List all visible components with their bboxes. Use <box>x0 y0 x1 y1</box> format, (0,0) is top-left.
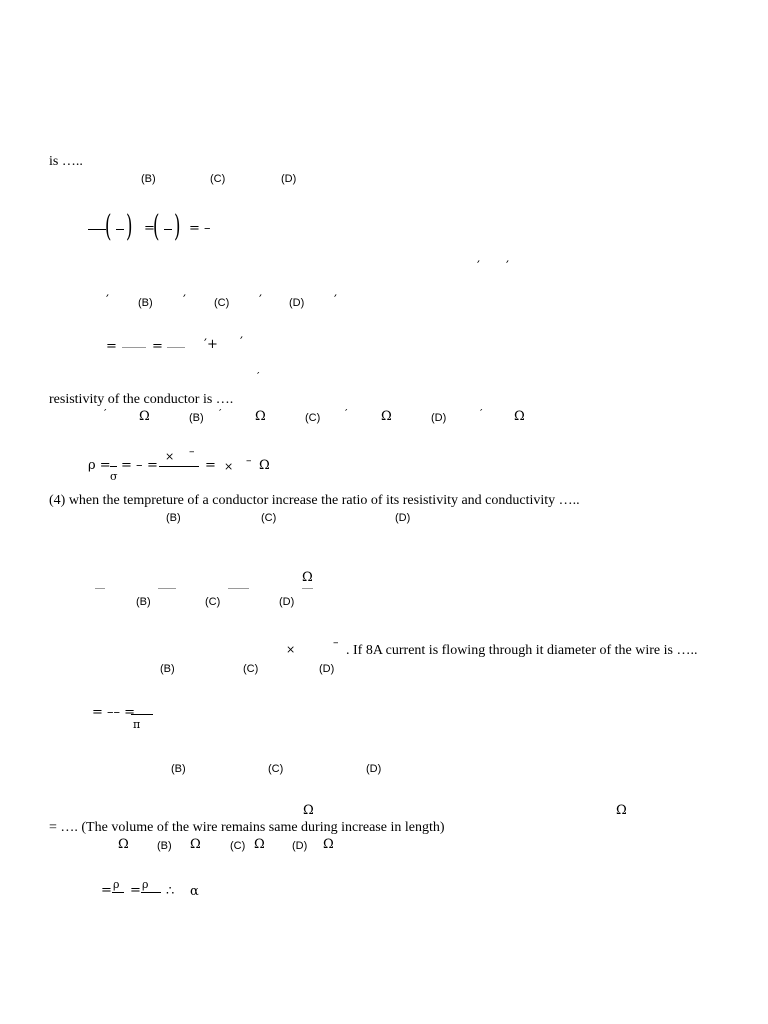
sol2-prime-low: ′ <box>257 370 260 383</box>
q3-option-b: (B) <box>189 412 204 424</box>
q5-ohm-top: Ω <box>302 570 313 585</box>
q6-stem: . If 8A current is flowing through it diameter of the wire is ….. <box>346 643 698 658</box>
sol3-equals-a: = – <box>121 458 143 473</box>
q2-prime-2: ′ <box>506 259 509 274</box>
sol6-fraction-bar <box>131 714 153 715</box>
sol3-equals-b: = <box>147 458 158 473</box>
q2-option-d: (D) <box>289 297 305 309</box>
q6-option-c: (C) <box>243 663 259 675</box>
q3-option-c: (C) <box>305 412 321 424</box>
sol3-minus-sup: – <box>246 454 252 467</box>
q2-prime-4: ′ <box>183 293 186 308</box>
sol3-times: × <box>224 460 234 473</box>
q2-prime-6: ′ <box>334 293 337 308</box>
q8-option-d: (D) <box>292 840 308 852</box>
q2-prime-1: ′ <box>477 259 480 274</box>
sol2-equals-1: = <box>106 339 117 354</box>
q2-option-c: (C) <box>214 297 230 309</box>
q3-prime-d: ′ <box>480 407 483 420</box>
q7-option-b: (B) <box>171 763 186 775</box>
q8-option-c: (C) <box>230 840 246 852</box>
q1-stem: is ….. <box>49 154 83 169</box>
q8-ohm-c: Ω <box>254 837 265 852</box>
sol2-fraction-bar-2 <box>167 347 185 348</box>
q8-stem: = …. (The volume of the wire remains same during increase in length) <box>49 820 445 835</box>
q3-stem: resistivity of the conductor is …. <box>49 392 234 407</box>
q3-prime-a: ′ <box>104 407 107 420</box>
sol1-paren-open-1: ( <box>105 209 112 244</box>
q8-ohm-d: Ω <box>323 837 334 852</box>
q8-ohm-2: Ω <box>616 803 627 818</box>
q6-minus-sup: – <box>333 636 339 649</box>
q1-option-c: (C) <box>210 173 226 185</box>
q2-prime-5: ′ <box>259 293 262 308</box>
sol3-ohm: Ω <box>259 458 270 473</box>
sol3-sigma: σ <box>110 470 118 483</box>
q3-option-d: (D) <box>431 412 447 424</box>
q5-fraction-bar-b <box>158 588 176 589</box>
q5-option-c: (C) <box>205 596 221 608</box>
q6-option-b: (B) <box>160 663 175 675</box>
sol1-paren-close-2: ) <box>174 209 181 244</box>
q5-fraction-bar-c <box>228 588 249 589</box>
q7-option-d: (D) <box>366 763 382 775</box>
sol3-fraction-bar-2 <box>159 466 199 467</box>
q2-option-b: (B) <box>138 297 153 309</box>
q8-ohm-a: Ω <box>118 837 129 852</box>
sol8-fraction-bar-2 <box>141 892 161 893</box>
sol1-paren-close-1: ) <box>126 209 133 244</box>
q3-prime-b: ′ <box>219 407 222 420</box>
q5-option-b: (B) <box>136 596 151 608</box>
sol8-equals-1: = <box>101 883 112 898</box>
q3-ohm-d: Ω <box>514 409 525 424</box>
q3-ohm-b: Ω <box>255 409 266 424</box>
q8-option-b: (B) <box>157 840 172 852</box>
sol1-inner-bar-1 <box>116 229 124 230</box>
sol8-therefore: ∴ <box>166 884 175 899</box>
sol1-fraction-bar <box>88 229 106 230</box>
q6-option-d: (D) <box>319 663 335 675</box>
q5-fraction-bar-d <box>302 588 313 589</box>
sol6-pi: π <box>133 718 141 731</box>
sol3-minus-top: – <box>189 445 195 458</box>
sol8-rho-2: ρ <box>142 878 149 891</box>
q8-ohm-1: Ω <box>303 803 314 818</box>
q5-option-d: (D) <box>279 596 295 608</box>
q3-ohm-a: Ω <box>139 409 150 424</box>
sol8-fraction-bar-1 <box>112 892 124 893</box>
q1-option-d: (D) <box>281 173 297 185</box>
sol3-times-top: × <box>165 450 175 463</box>
sol8-alpha: α <box>190 884 199 899</box>
q5-fraction-bar-a <box>95 588 105 589</box>
q3-prime-c: ′ <box>345 407 348 420</box>
q7-option-c: (C) <box>268 763 284 775</box>
sol1-equals-1: = <box>144 221 155 236</box>
sol1-inner-bar-2 <box>164 229 172 230</box>
q4-option-d: (D) <box>395 512 411 524</box>
q4-option-b: (B) <box>166 512 181 524</box>
q3-ohm-c: Ω <box>381 409 392 424</box>
sol3-fraction-bar-1 <box>110 466 117 467</box>
sol2-prime: ′ <box>240 335 243 350</box>
sol3-rho-equals: ρ = <box>88 458 111 473</box>
q6-times: × <box>286 643 296 656</box>
sol8-rho-1: ρ <box>113 878 120 891</box>
sol6-equation: = –– = <box>92 705 136 720</box>
sol2-prime-plus: ′+ <box>204 337 218 352</box>
q4-option-c: (C) <box>261 512 277 524</box>
sol1-paren-open-2: ( <box>153 209 160 244</box>
sol2-fraction-bar-1 <box>122 347 146 348</box>
q2-prime-3: ′ <box>106 293 109 308</box>
q4-stem: (4) when the tempreture of a conductor increase the ratio of its resistivity and conductivity ….. <box>49 493 580 508</box>
sol8-equals-2: = <box>130 883 141 898</box>
sol1-equals-2: = – <box>189 221 211 236</box>
q1-option-b: (B) <box>141 173 156 185</box>
q8-ohm-b: Ω <box>190 837 201 852</box>
sol3-equals-c: = <box>205 458 216 473</box>
sol2-equals-2: = <box>152 339 163 354</box>
